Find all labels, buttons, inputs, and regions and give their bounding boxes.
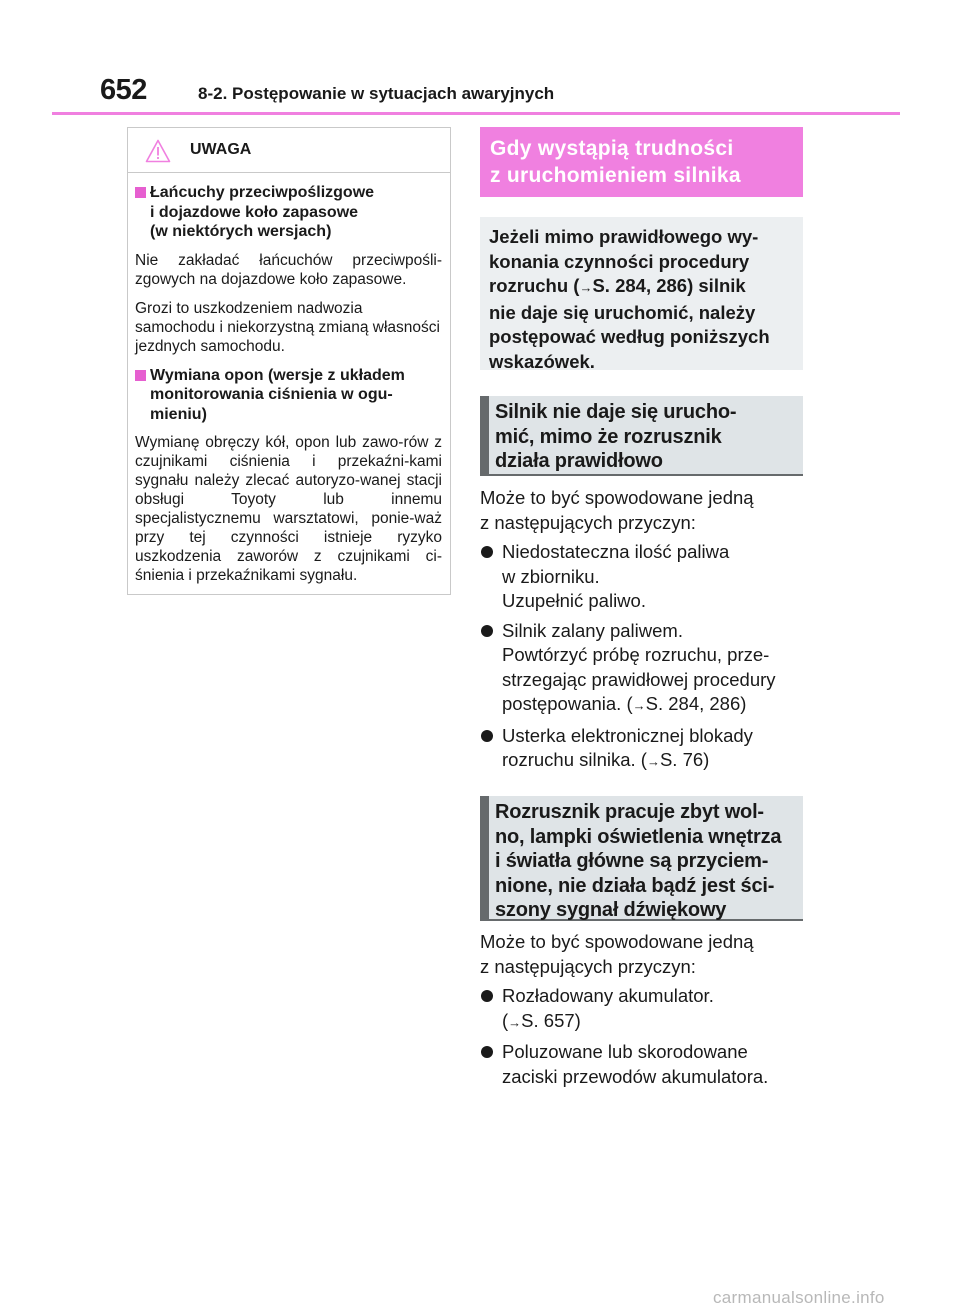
bullet-square-icon	[135, 370, 146, 381]
chapter-title: 8-2. Postępowanie w sytuacjach awaryjnych	[198, 84, 555, 103]
intro-line: nie daje się uruchomić, należy	[489, 301, 756, 323]
intro-line: wskazówek.	[489, 350, 595, 372]
item-line: w zbiorniku.	[502, 565, 600, 587]
watermark: carmanualsonline.info	[713, 1288, 885, 1307]
section-heading-line: Silnik nie daje się urucho-	[495, 401, 737, 423]
bullet-dot-icon	[481, 1046, 493, 1058]
page-reference: S. 657)	[521, 1009, 581, 1031]
bullet-dot-icon	[481, 625, 493, 637]
subheading-line: i dojazdowe koło zapasowe	[150, 203, 359, 221]
subheading-line: mieniu)	[150, 405, 207, 423]
page-reference: S. 76)	[659, 749, 710, 770]
page-number: 652	[100, 74, 147, 106]
warning-paragraph: Nie zakładać łańcuchów przeciwpośli-zgowych na dojazdowe koło zapasowe.	[135, 251, 442, 288]
warning-subheading-tyres	[135, 366, 442, 425]
list-item	[480, 540, 810, 614]
section-heading-engine-no-start	[480, 396, 803, 476]
item-line: Powtórzyć próbę rozruchu, prze-	[502, 644, 770, 665]
item-line: Usterka elektronicznej blokady	[502, 724, 753, 746]
lead-text	[480, 486, 810, 535]
header-divider	[52, 112, 900, 115]
section-heading-starter-slow	[480, 796, 803, 921]
bullet-dot-icon	[481, 546, 493, 558]
intro-line: postępować według poniższych	[489, 326, 770, 347]
item-line: strzegając prawidłowej procedury	[502, 668, 776, 690]
bullet-square-icon	[135, 187, 146, 198]
section-heading-line: mić, mimo że rozrusznik	[495, 425, 722, 448]
warning-paragraph: Grozi to uszkodzeniem nadwozia samochodu i niekorzystną zmianą własności jezdnych samochodu.	[135, 299, 440, 355]
lead-line: Może to być spowodowane jedną	[480, 931, 754, 952]
list-item	[480, 1040, 810, 1089]
section-banner	[480, 127, 803, 197]
warning-header	[128, 128, 450, 173]
warning-box	[127, 127, 451, 595]
arrow-icon: →	[508, 1014, 522, 1030]
item-line: (	[502, 1009, 509, 1031]
lead-line: z następujących przyczyn:	[480, 511, 696, 533]
banner-line: z uruchomieniem silnika	[490, 164, 741, 187]
item-line: Rozładowany akumulator.	[502, 985, 714, 1006]
warning-subheading-chains	[135, 183, 442, 242]
item-line: Poluzowane lub skorodowane	[502, 1041, 748, 1062]
item-line: Uzupełnić paliwo.	[502, 590, 646, 611]
section-heading-line: no, lampki oświetlenia wnętrza	[495, 825, 782, 848]
lead-line: Może to być spowodowane jedną	[480, 487, 754, 508]
lead-text	[480, 930, 810, 979]
intro-line: Jeżeli mimo prawidłowego wy-	[489, 226, 759, 247]
warning-triangle-icon	[145, 139, 171, 163]
item-line: Silnik zalany paliwem.	[502, 619, 683, 641]
section-heading-line: nione, nie działa bądź jest ści-	[495, 874, 775, 897]
arrow-icon: →	[632, 698, 646, 713]
section-heading-line: działa prawidłowo	[495, 450, 663, 472]
subheading-line: monitorowania ciśnienia w ogu-	[150, 386, 393, 403]
item-line: Niedostateczna ilość paliwa	[502, 541, 730, 562]
section-heading-line: szony sygnał dźwiękowy	[495, 899, 727, 921]
list-item	[480, 619, 810, 719]
arrow-icon: →	[579, 280, 593, 295]
item-line: rozruchu silnika. (	[502, 749, 647, 770]
list-item	[480, 724, 810, 775]
subheading-line: (w niektórych wersjach)	[150, 223, 332, 240]
warning-label: UWAGA	[190, 141, 252, 158]
section-heading-line: i światła główne są przyciem-	[495, 850, 769, 872]
intro-box	[480, 217, 803, 370]
section1-body	[480, 486, 810, 775]
subheading-line: Łańcuchy przeciwpoślizgowe	[150, 184, 375, 201]
arrow-icon: →	[646, 754, 660, 769]
item-line: postępowania. (	[502, 693, 633, 714]
lead-line: z następujących przyczyn:	[480, 955, 696, 977]
intro-line: rozruchu (	[489, 275, 580, 296]
intro-line: konania czynności procedury	[489, 250, 750, 272]
subheading-line: Wymiana opon (wersje z układem	[150, 366, 405, 384]
list-item	[480, 984, 810, 1035]
intro-line: S. 284, 286) silnik	[592, 275, 746, 296]
item-line: zaciski przewodów akumulatora.	[502, 1065, 769, 1087]
bullet-dot-icon	[481, 730, 493, 742]
section-heading-line: Rozrusznik pracuje zbyt wol-	[495, 801, 764, 823]
banner-line: Gdy wystąpią trudności	[490, 137, 734, 160]
warning-body	[128, 173, 450, 585]
warning-paragraph: Wymianę obręczy kół, opon lub zawo-rów z czujnikami ciśnienia i przekaźni-kami sygnału należy zlecać autoryzo-wanej stacji obsługi Toyoty lub innemu specjalistycznemu warsztatowi, ponie-waż przy tej czynności istnieje ryzyko uszkodzenia zaworów z czujnikami ci-śnienia i przekaźnikami sygnału.	[135, 434, 442, 584]
page-reference: S. 284, 286)	[645, 693, 747, 714]
section2-body	[480, 930, 810, 1089]
bullet-dot-icon	[481, 990, 493, 1002]
